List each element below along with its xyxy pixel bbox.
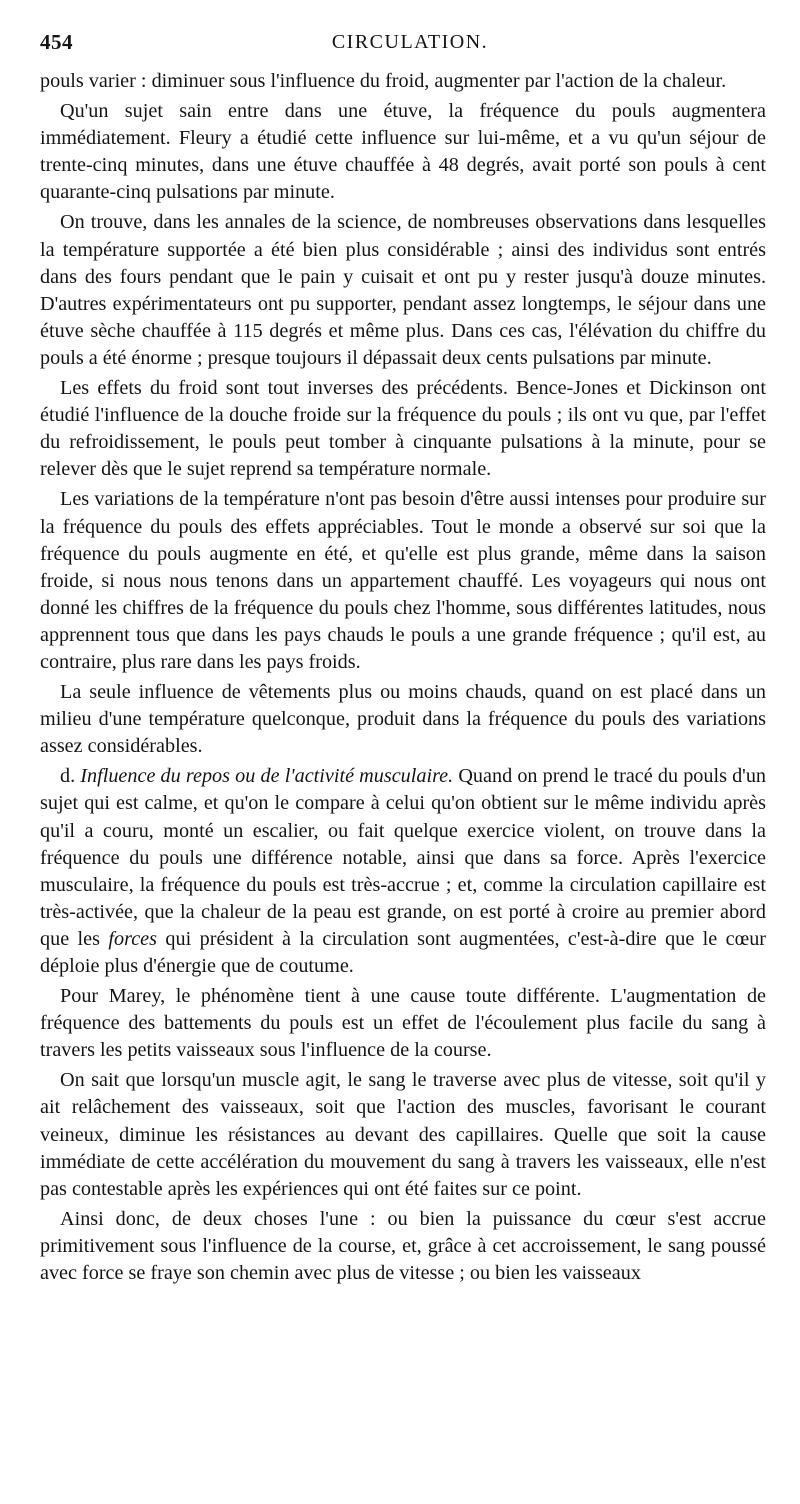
paragraph: Les variations de la température n'ont pas besoin d'être aussi intenses pour produire sur la fréquence du pouls des effets appréciables. Tout le monde a observé sur soi que la fréquence du pouls augmente en été, et qu'elle est plus grande, même dans la saison froide, si nous nous tenons dans un appartement chauffé. Les voyageurs qui nous ont donné les chiffres de la fréquence du pouls chez l'homme, sous différentes latitudes, nous apprennent tous que dans les pays chauds le pouls a une grande fréquence ; qu'il est, au contraire, plus rare dans les pays froids. xyxy=(40,488,766,673)
section-text-continued: qui président à la circulation sont augmentées, c'est-à-dire que le cœur déploie plus d'énergie que de coutume. xyxy=(40,927,767,977)
running-title: CIRCULATION. xyxy=(331,31,489,53)
running-head xyxy=(40,30,766,60)
section-text: Quand on prend le tracé du pouls d'un sujet qui est calme, et qu'on le compare à celui qu'on obtient sur le même individu après qu'il a couru, monté un escalier, ou fait quelque exercice violent, on trouve dans la fréquence du pouls une différence notable, ainsi que dans sa force. Après l'exercice musculaire, la fréquence du pouls est très-accrue ; et, comme la circulation capillaire est très-activée, que la chaleur de la peau est grande, on est porté à croire au premier abord que les xyxy=(40,765,767,950)
paragraph: On trouve, dans les annales de la science, de nombreuses observations dans lesquelles la température supportée a été bien plus considérable ; ainsi des individus sont entrés dans des fours pendant que le pain y cuisait et ont pu y rester jusqu'à douze minutes. D'autres expérimentateurs ont pu supporter, pendant assez longtemps, le séjour dans une étuve sèche chauffée à 115 degrés et même plus. Dans ces cas, l'élévation du chiffre du pouls a été énorme ; presque toujours il dépassait deux cents pulsations par minute. xyxy=(40,211,766,369)
paragraph: Les effets du froid sont tout inverses des précédents. Bence-Jones et Dickinson ont étudié l'influence de la douche froide sur la fréquence du pouls ; ils ont vu que, par l'effet du refroidissement, le pouls peut tomber à cinquante pulsations à la minute, pour se relever dès que le sujet reprend sa température normale. xyxy=(40,377,766,481)
paragraph: On sait que lorsqu'un muscle agit, le sang le traverse avec plus de vitesse, soit qu'il y ait relâchement des vaisseaux, soit que l'action des muscles, favorisant le courant veineux, diminue les résistances au devant des capillaires. Quelle que soit la cause immédiate de cette accélération du mouvement du sang à travers les vaisseaux, elle n'est pas contestable après les expériences qui ont été faites sur ce point. xyxy=(40,1069,766,1200)
section-paragraph xyxy=(40,763,766,980)
paragraph: Qu'un sujet sain entre dans une étuve, la fréquence du pouls augmentera immédiatement. Fleury a étudié cette influence sur lui-même, et a vu qu'un séjour de trente-cinq minutes, dans une étuve chauffée à 48 degrés, avait porté son pouls à cent quarante-cinq pulsations par minute. xyxy=(40,100,766,204)
paragraph: Ainsi donc, de deux choses l'une : ou bien la puissance du cœur s'est accrue primitivement sous l'influence de la course, et, grâce à cet accroissement, le sang poussé avec force se fraye son chemin avec plus de vitesse ; ou bien les vaisseaux xyxy=(40,1207,766,1285)
paragraph: Pour Marey, le phénomène tient à une cause toute différente. L'augmentation de fréquence des battements du pouls est un effet de l'écoulement plus facile du sang à travers les petits vaisseaux sous l'influence de la course. xyxy=(40,985,766,1062)
page-number: 454 xyxy=(40,30,73,54)
section-label: d. xyxy=(60,765,76,788)
book-page xyxy=(40,30,766,1290)
paragraph-continued: pouls varier : diminuer sous l'influence du froid, augmenter par l'action de la chaleur. xyxy=(40,70,727,92)
body-text xyxy=(40,68,766,1287)
section-heading: Influence du repos ou de l'activité musculaire. xyxy=(80,765,454,788)
emphasized-word: forces xyxy=(108,927,157,950)
paragraph: La seule influence de vêtements plus ou moins chauds, quand on est placé dans un milieu d'une température quelconque, produit dans la fréquence du pouls des variations assez considérables. xyxy=(40,681,766,758)
